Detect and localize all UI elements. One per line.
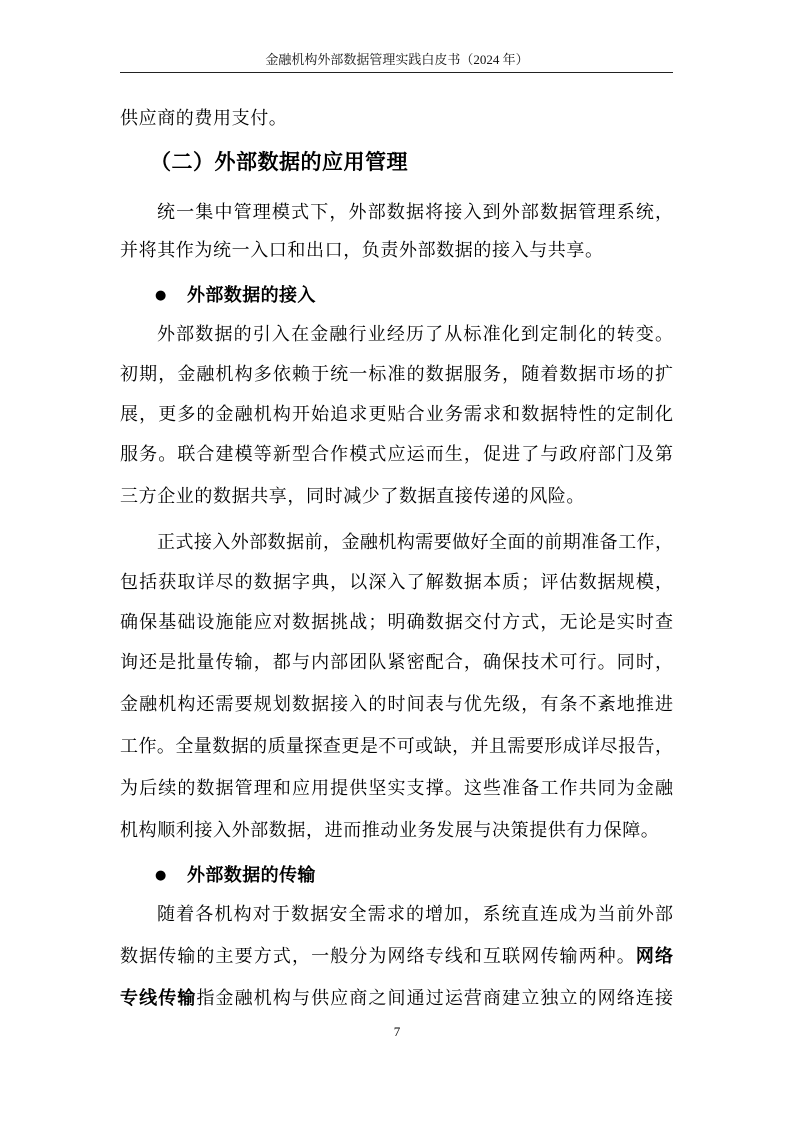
paragraph-line: 供应商的费用支付。	[120, 108, 288, 128]
bullet-item-transmission	[155, 856, 675, 896]
paragraph-line: 三方企业的数据共享，同时减少了数据直接传递的风险。	[120, 486, 585, 506]
paragraph-line: 正式接入外部数据前，金融机构需要做好全面的前期准备工作，	[157, 532, 673, 552]
bullet-icon: ●	[155, 868, 167, 883]
bullet-label: 外部数据的传输	[187, 865, 316, 886]
paragraph-line	[120, 936, 673, 976]
paragraph-text: 数据传输的主要方式，一般分为网络专线和互联网传输两种。	[120, 946, 636, 966]
paragraph-line: 金融机构还需要规划数据接入的时间表与优先级，有条不紊地推进	[120, 694, 673, 714]
paragraph-line	[120, 978, 673, 1018]
header-divider	[120, 72, 673, 73]
bold-term: 网络	[635, 946, 673, 967]
paragraph-line	[157, 894, 673, 934]
paragraph-line: 询还是批量传输，都与内部团队紧密配合，确保技术可行。同时，	[120, 652, 673, 672]
paragraph-text: 随着各机构对于数据安全需求的增加，系统直连成为当前外部	[157, 904, 673, 924]
page-number: 7	[393, 1024, 401, 1039]
running-header-title: 金融机构外部数据管理实践白皮书（2024 年）	[265, 52, 529, 67]
paragraph-line: 并将其作为统一入口和出口，负责外部数据的接入与共享。	[120, 240, 604, 260]
paragraph-line: 工作。全量数据的质量探查更是不可或缺，并且需要形成详尽报告，	[120, 736, 673, 756]
paragraph-line: 机构顺利接入外部数据，进而推动业务发展与决策提供有力保障。	[120, 820, 660, 840]
paragraph-line: 初期，金融机构多依赖于统一标准的数据服务，随着数据市场的扩	[120, 364, 673, 384]
bold-term: 专线传输	[120, 988, 197, 1009]
paragraph-line: 服务。联合建模等新型合作模式应运而生，促进了与政府部门及第	[120, 444, 673, 464]
paragraph-line: 外部数据的引入在金融行业经历了从标准化到定制化的转变。	[157, 324, 673, 344]
paragraph-line: 展，更多的金融机构开始追求更贴合业务需求和数据特性的定制化	[120, 404, 673, 424]
paragraph-text: 指金融机构与供应商之间通过运营商建立独立的网络连接	[196, 988, 673, 1008]
paragraph-line: 确保基础设施能应对数据挑战；明确数据交付方式，无论是实时查	[120, 612, 673, 632]
bullet-icon: ●	[155, 288, 167, 303]
paragraph-line: 统一集中管理模式下，外部数据将接入到外部数据管理系统，	[157, 202, 673, 222]
section-heading: （二）外部数据的应用管理	[150, 150, 408, 174]
paragraph-line: 包括获取详尽的数据字典，以深入了解数据本质；评估数据规模，	[120, 572, 673, 592]
bullet-label: 外部数据的接入	[187, 285, 316, 306]
bullet-item-access	[155, 276, 675, 316]
paragraph-line: 为后续的数据管理和应用提供坚实支撑。这些准备工作共同为金融	[120, 778, 673, 798]
